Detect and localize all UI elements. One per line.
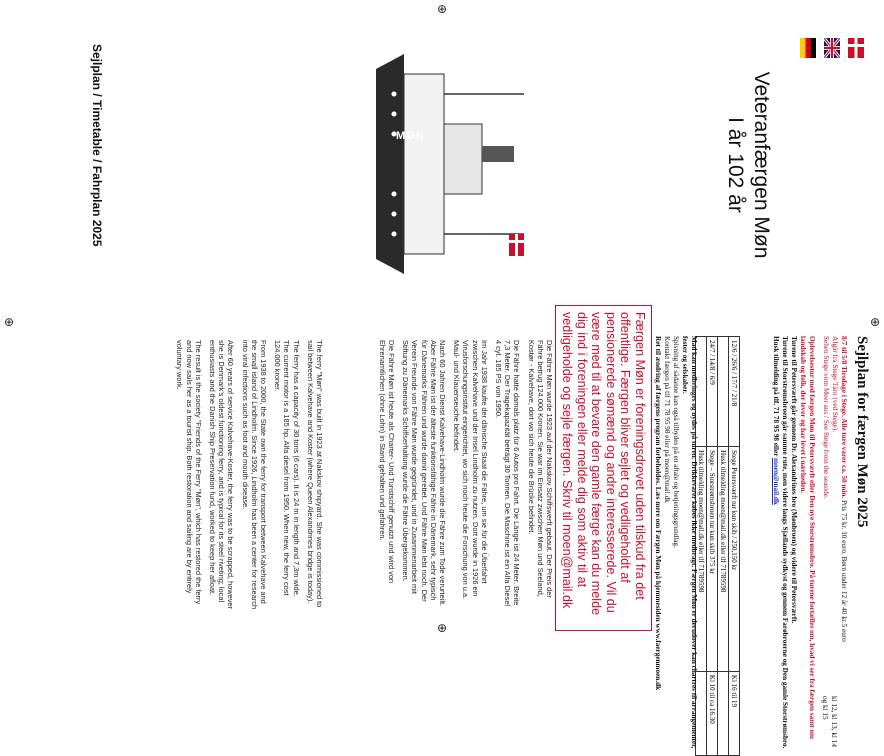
table-cell: Stege – Storstrømsbroen tur kun skib 375 kr xyxy=(707,447,718,672)
table-cell: 12/6 / 26/6 / 17/7 / 21/8 xyxy=(729,337,740,447)
history-paragraph: The ferry "Møn" was built in 1923 at Nakskov shipyard. She was commissioned to sail between Kalvehave and Koster (where Queen Alexandrines bridge is today). xyxy=(305,340,324,608)
spisning-text: Spisning af sådanne kan også tilbydes på en aftale og betjeningsgrundlag. xyxy=(672,336,680,548)
schedule-block xyxy=(771,336,848,756)
table-row xyxy=(718,337,729,756)
registration-mark-icon: ⊕ xyxy=(436,2,448,16)
ship-name: MØN xyxy=(396,130,425,142)
schedule-table xyxy=(695,336,740,756)
history-paragraph: The result is the society "Friends of the Ferry "Møn", which has restored the ferry and now sails her as a tourist ship. Both restoration and sailing are by entirely voluntary work. xyxy=(175,340,203,605)
madpakke-text: Mad kan medbringes og nydes på turen. Drikkevarer købes ikke medbragt. Færgen Møn er derudover kan chartres til arrangementer, fester og selskaber. xyxy=(681,336,698,749)
para-1: Oplevelsestur med færgen Møn til Petersværft eller Den nye Storstrømsbro. På turene fortælles om, hvad vi ser fra færgen samt om landskab og folk, der lever og har levet i nærheden. xyxy=(799,336,816,739)
title-line-1: Veteranfærgen Møn xyxy=(750,71,773,259)
table-cell: Kl 16 til 19 xyxy=(729,671,740,755)
booking-email-link[interactable]: moen@mail.dk xyxy=(772,458,780,505)
history-paragraph: Die Fähre Møn wurde 1923 auf der Nakskov Schiffswerft gebaut. Der Preis der Fähre betrug 124.000 Kronen. Sie war im Einsatz zwischen Møn und Seeland, Kostør - Kalvehave, dort wo sich heute die Brücke befindet. xyxy=(526,340,554,598)
history-english xyxy=(170,340,324,610)
booking-text: Husk tilmelding på tlf. 71 78 95 98 eller xyxy=(772,336,780,457)
table-cell xyxy=(718,337,729,447)
membership-appeal: Færgen Møn er foreningsdrevet uden tilskud fra det offentlige. Færgen bliver sejlet og vedligeholdt af pensionerede sømænd og andre interesserede. Vil du være med til at bevare den gamle færge kan du melde dig ind i foreningen eller melde dig som aktiv til at vedligeholde og sejle færgen. Skriv til moen@mail.dk xyxy=(555,305,652,631)
history-paragraph: The ferry has a capacity of 30 tons (6 cars). It is 24 m in length and 7,3m wide. The current motor is a 185 hp, Alfa diesel from 1950. When new, the ferry cost 124.000 kroner. xyxy=(273,340,301,597)
history-paragraph: Im Jahr 1938 kaufte der dänische Staat die Fähre, um sie für die Überfahrt zwischen Kalvehave und der Insel Lindholm zu nutzen. Dort wurde in 1926 ein Virusforschungsinstitut eingerichtet, wo sich noch heute die Forschung von u.a. Maul- und Klauenseuche befindet. xyxy=(452,340,489,600)
german-flag-icon xyxy=(800,38,816,58)
table-cell: 24/7 / 14/8 / 6/9 xyxy=(707,337,718,447)
table-cell: Stege Petersværft tur kun skib / 250,150 kr xyxy=(729,447,740,672)
registration-mark-icon: ⊕ xyxy=(436,621,448,635)
tilmelding-text: Ret til ændring af færgens program forbeholdes. Læs mere om Færgen Møn på hjemmesiden www.faergenmoen.dk xyxy=(654,336,662,691)
danish-flag-icon xyxy=(848,38,864,58)
departure-line-2: Sehen Stege vom Meer aus / See Stege from the seaside. xyxy=(822,336,830,499)
table-row xyxy=(707,337,718,756)
table-cell: Kl 10 til ca 16.30 xyxy=(707,671,718,755)
extra-info xyxy=(653,336,698,756)
table-cell: Husk tilmelding moen@mail.dk eller tlf 71789598 xyxy=(696,447,707,672)
history-paragraph: After 60 years of service Kalvehave-Koster, the ferry was to be scrapped, however she is Denmark's oldest functioning ferry, and is typical for its steel riveting; local enthusiasts and the Danish Ship Preservation fund, worked to keep her afloat. xyxy=(207,340,236,610)
ferry-ship-illustration xyxy=(364,34,554,294)
history-german xyxy=(373,340,554,610)
registration-mark-icon: ⊕ xyxy=(869,315,881,329)
times: kl 12, kl 13, kl 14 og kl 15 xyxy=(821,696,838,747)
history-paragraph: Die Fähre hatte damals platz für 6 Autos pro Fahrt. Die Länge ist 24 Meter. Breite 7,3 Meter. Der Tragekapazität beträgt 30 Tonnen. Die Maschine ist ein Alfa Diesel 4 cyl. 185 PS von 1950. xyxy=(493,340,522,607)
para-2: Turene til Petersværft går gennem Dr. Alexandrines bro (Mønbroen) og videre til Petersværft. xyxy=(790,336,798,624)
dates-line: 8/7 til 5/8 Tirsdage i Stege. Alle ture varer ca. 50 min. xyxy=(840,336,848,499)
registration-mark-icon: ⊕ xyxy=(3,315,15,329)
timetable-bar: Sejlplan / Timetable / Fahrplan 2025 xyxy=(90,44,104,247)
union-jack-flag-icon xyxy=(824,38,840,58)
table-row xyxy=(729,337,740,756)
para-3: Turene til Storstrømsbroen går samme rute, men videre langs Sjællands sydkyst og gennem Farøbroerne og Den gamle Storstrømsbro. xyxy=(781,336,789,749)
price-line: Pris 75 kr. 10 euro. Børn under 12 år 40 kr.5 euro xyxy=(840,500,848,642)
table-cell: Husk tilmelding moen@mail.dk eller tlf 71789598 xyxy=(718,447,729,672)
history-paragraph: Die Fähre Møn ist heute als Charter- Und Turistschiff genutzt und wird von Ehrenamtlichen (ohne Lohn) in Stand gehalten und gefahren. xyxy=(377,340,396,584)
kontakt-text: Kontakt færgen på tlf 71 78 95 98 eller på moen@mail.dk xyxy=(663,336,671,503)
title-line-2: I år 102 år xyxy=(724,117,747,213)
history-paragraph: Nach 60 Jahren Dienst Kalvehave-Lindholm wurde die Fähre zum Tode verurteilt. Aber Fähre Møn ist der älteste funktionsfähige Fähre in Dänemark, sehr typisch für Dänemarks Fähren und wurde damit gerettet. Und Fähre Møn lebt noch. Der Verein Freunde von Fähre Møn wurde gegründet, und in Zusammenarbeit mit Stiftung zu Dänemarks Schiffserhaltung wurde die Fähre Übergekommen. xyxy=(401,340,447,607)
departure-line-1: Afgår fra Stege Tårn (ved Stege). xyxy=(831,336,839,433)
history-paragraph: From 1938 to 2000, the State own the ferry for transport between Kalvehave and the small island of Lindholm. Since 1926, Lindholm has been a center for research into viral infections such as foot and mouth disease. xyxy=(240,340,268,610)
table-cell xyxy=(718,671,729,755)
schedule-heading: Sejlplan for færgen Møn 2025 xyxy=(854,336,870,528)
page-title xyxy=(722,60,774,270)
